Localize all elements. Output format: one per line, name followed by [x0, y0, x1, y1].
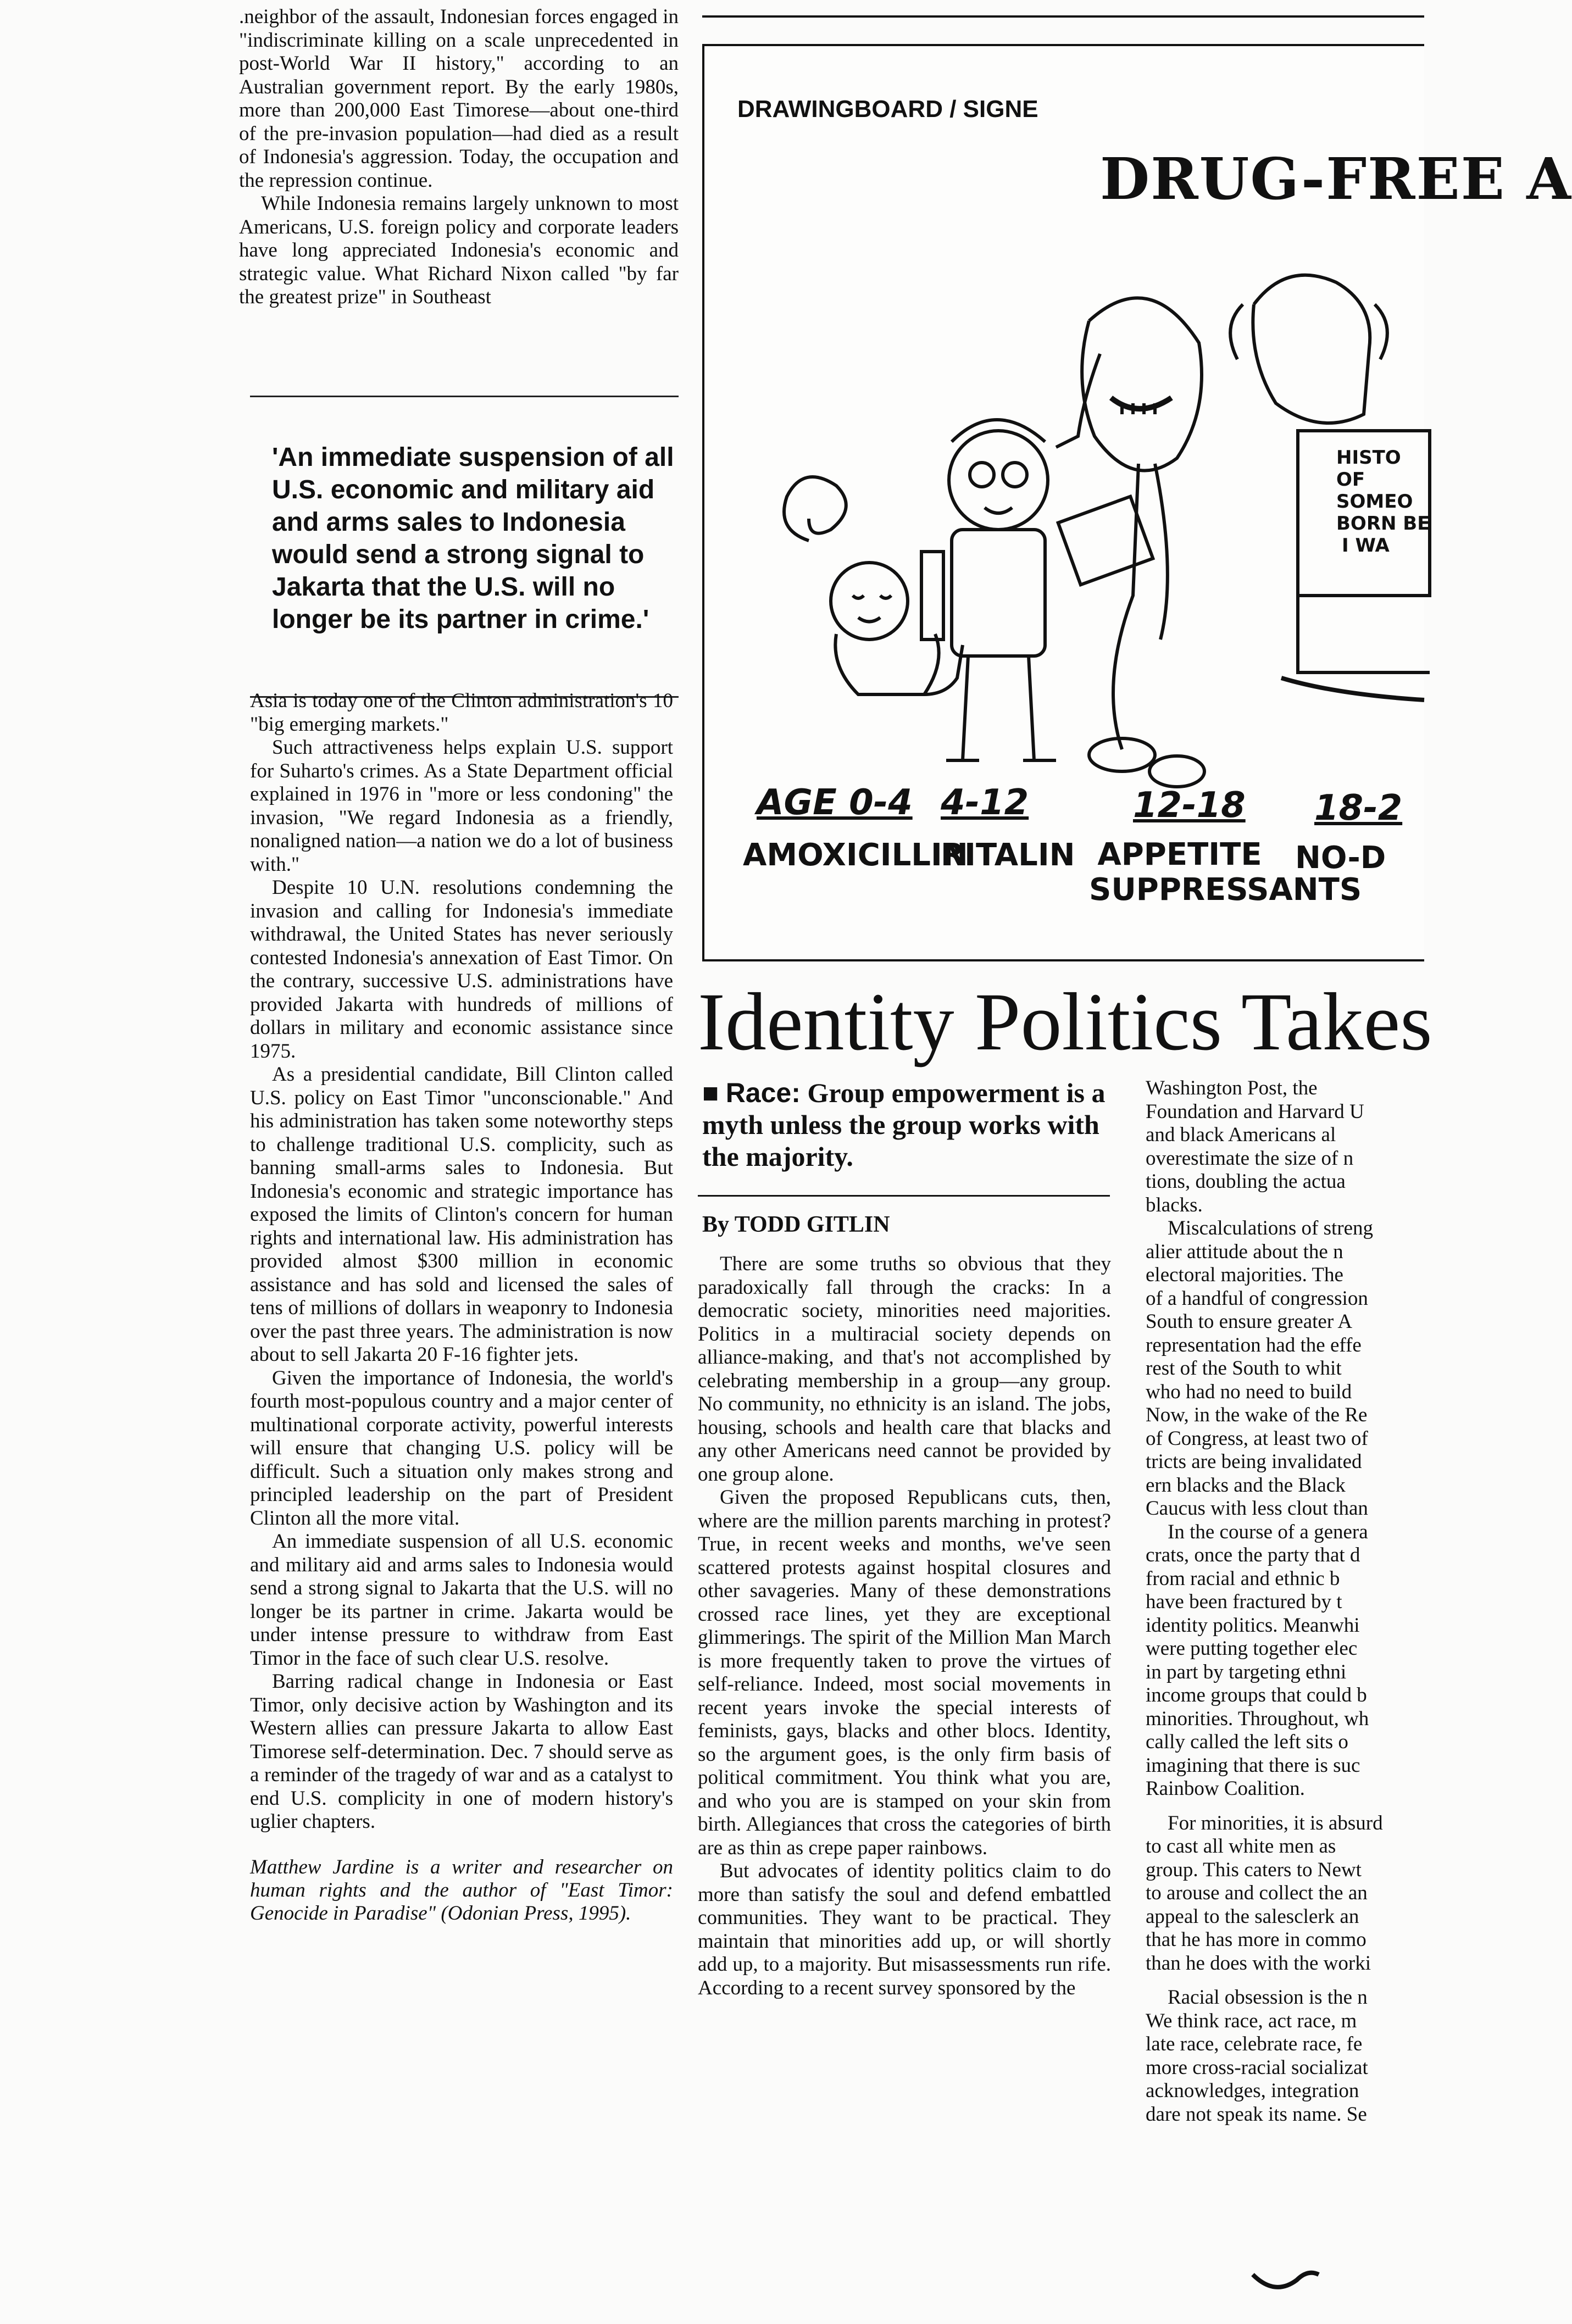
article-paragraph-2: Given the proposed Republicans cuts, then, where are the million parents marching in protest? True, in recent weeks and months, we've seen scattered protests against hospital closures and other savageries. Many of these demonstrations crossed race lines, yet they are exceptional glimmerings. The spirit of the Million Man March is more frequently taken to prove the virtues of self-reliance. Indeed, most social movements in recent years invoke the special interests of feminists, gays, blacks and other blocs. Identity, so the argument goes, is the only firm basis of political commitment. You think what you are, and who you are is stamped on your skin from birth. Allegiances that cross the categories of birth are as thin as crepe paper rainbows. — [698, 1486, 1111, 1859]
right-line: have been fractured by t — [1146, 1591, 1342, 1613]
right-line: to cast all white men as — [1146, 1835, 1336, 1858]
right-line: Caucus with less clout than — [1146, 1497, 1368, 1520]
right-line: Washington Post, the — [1146, 1077, 1318, 1099]
deck-bullet: ■ — [702, 1077, 726, 1108]
right-line: electoral majorities. The — [1146, 1264, 1343, 1286]
baby-figure — [784, 477, 963, 694]
right-line: rest of the South to whit — [1146, 1357, 1342, 1380]
right-line: late race, celebrate race, fe — [1146, 2033, 1363, 2055]
right-line: were putting together elec — [1146, 1637, 1358, 1660]
right-line: group. This caters to Newt — [1146, 1858, 1362, 1881]
right-line: alier attitude about the n — [1146, 1240, 1343, 1263]
left-paragraph-8: An immediate suspension of all U.S. economic and military aid and arms sales to Indonesia would send a strong signal to Jakarta that the U.S. will no longer be its partner in crime. Jakarta would be under intense pressure to withdraw from East Timor in the face of such clear U.S. resolve. — [250, 1530, 673, 1670]
left-paragraph-5: Despite 10 U.N. resolutions condemning the invasion and calling for Indonesia's immediate withdrawal, the United States has never seriously contested Indonesia's annexation of East Timor. On the contrary, successive U.S. administrations have provided Jakarta with hundreds of millions of dollars in military and economic assistance since 1975. — [250, 876, 673, 1063]
drug-label-appetite-suppressants: APPETITE SUPPRESSANTS — [1089, 837, 1362, 908]
left-paragraph-4: Such attractiveness helps explain U.S. support for Suharto's crimes. As a State Department official explained in 1976 in "more or less condoning" the invasion, "We regard Indonesia as a friendly, nonaligned nation—a nation we do a lot of business with." — [250, 736, 673, 876]
right-line: representation had the effe — [1146, 1333, 1362, 1356]
article-byline: By TODD GITLIN — [702, 1212, 890, 1237]
right-line: of a handful of congression — [1146, 1287, 1368, 1310]
right-line: income groups that could b — [1146, 1684, 1367, 1706]
right-line: imagining that there is suc — [1146, 1754, 1360, 1777]
age-label-4-12: 4-12 — [941, 782, 1029, 823]
teen-figure — [1056, 298, 1204, 787]
young-adult-figure — [1230, 275, 1430, 700]
right-line: tricts are being invalidated — [1146, 1450, 1362, 1473]
deck-text: Group empowerment is a myth unless the group works with the majority. — [702, 1077, 1106, 1172]
right-line: In the course of a genera — [1168, 1520, 1368, 1543]
article-deck — [702, 1077, 1109, 1172]
svg-text:OF: OF — [1336, 469, 1365, 491]
article-headline: Identity Politics Takes — [698, 976, 1432, 1068]
pull-quote — [250, 396, 679, 698]
right-line: appeal to the salesclerk an — [1146, 1905, 1359, 1928]
left-paragraph-3: Asia is today one of the Clinton administration's 10 "big emerging markets." — [250, 690, 673, 736]
right-line: in part by targeting ethni — [1146, 1660, 1347, 1683]
author-note: Matthew Jardine is a writer and researcher on human rights and the author of "East Timor: Genocide in Paradise" (Odonian Press, 1995). — [250, 1855, 673, 1925]
left-paragraph-6: As a presidential candidate, Bill Clinton called U.S. policy on East Timor "unconscionable." And his administration has taken some noteworthy steps to challenge traditional U.S. complicity, such as banning small-arms sales to Indonesia. But Indonesia's economic and strategic importance has exposed the limits of Clinton's concern for human rights and international law. His administration has provided almost $300 million in economic assistance and has sold and licensed the sales of tens of millions of dollars in weaponry to Indonesia over the past three years. The administration is now about to sell Jakarta 20 F-16 fighter jets. — [250, 1063, 673, 1366]
right-line: and black Americans al — [1146, 1124, 1336, 1146]
right-line: South to ensure greater A — [1146, 1310, 1353, 1333]
right-line: that he has more in commo — [1146, 1928, 1367, 1951]
left-article-continuation — [250, 690, 673, 1925]
right-line: Racial obsession is the n — [1168, 1986, 1368, 2009]
right-line: For minorities, it is absurd — [1168, 1811, 1383, 1834]
left-paragraph-2: While Indonesia remains largely unknown to most Americans, U.S. foreign policy and corporate leaders have long appreciated Indonesia's economic and strategic value. What Richard Nixon called "by far the greatest prize" in Southeast — [239, 192, 679, 308]
right-line: than he does with the worki — [1146, 1952, 1371, 1975]
age-label-0-4: AGE 0-4 — [757, 782, 913, 823]
right-line: Rainbow Coalition. — [1146, 1777, 1305, 1800]
deck-divider — [698, 1195, 1110, 1197]
age-label-12-18: 12-18 — [1133, 785, 1246, 826]
right-line: overestimate the size of n — [1146, 1147, 1354, 1170]
ink-scribble-mark — [1247, 2258, 1324, 2302]
right-line: crats, once the party that d — [1146, 1544, 1360, 1566]
right-line: We think race, act race, m — [1146, 2009, 1357, 2032]
age-label-18: 18-2 — [1314, 788, 1403, 829]
left-paragraph-7: Given the importance of Indonesia, the world's fourth most-populous country and a major center of multinational corporate activity, powerful interests will ensure that changing U.S. policy will be difficult. Such a situation only makes strong and principled leadership on the part of President Clinton all the more vital. — [250, 1366, 673, 1530]
right-line: Now, in the wake of the Re — [1146, 1404, 1368, 1426]
right-line: blacks. — [1146, 1193, 1203, 1216]
left-paragraph-9: Barring radical change in Indonesia or East Timor, only decisive action by Washington and its Western allies can pressure Jakarta to allow East Timorese self-determination. Dec. 7 should serve as a reminder of the tragedy of war and as a catalyst to end U.S. complicity in one of modern history's uglier chapters. — [250, 1670, 673, 1833]
svg-text:HISTO: HISTO — [1336, 447, 1401, 469]
left-article-column — [239, 5, 679, 309]
right-line: cally called the left sits o — [1146, 1731, 1348, 1753]
right-line: minorities. Throughout, wh — [1146, 1707, 1369, 1730]
right-line: from racial and ethnic b — [1146, 1567, 1340, 1590]
left-paragraph-1: .neighbor of the assault, Indonesian forces engaged in "indiscriminate killing on a scale unprecedented in post-World War II history," according to an Australian government report. By the early 1980s, more than 200,000 East Timorese—about one-third of the pre-invasion population—had died as a result of Indonesia's aggression. Today, the occupation and the repression continue. — [239, 5, 679, 192]
svg-text:BORN BE: BORN BE — [1336, 513, 1430, 535]
top-rule-divider — [702, 15, 1424, 18]
right-line: to arouse and collect the an — [1146, 1882, 1368, 1904]
svg-text:I WA: I WA — [1342, 535, 1390, 557]
right-line: identity politics. Meanwhi — [1146, 1614, 1360, 1637]
cartoon-section-label: DRAWINGBOARD / SIGNE — [737, 96, 1038, 123]
right-line: more cross-racial socializat — [1146, 2056, 1368, 2079]
svg-text:SOMEO: SOMEO — [1336, 491, 1413, 513]
article-paragraph-3: But advocates of identity politics claim to do more than satisfy the soul and defend embattled communities. They want to be practical. They maintain that minorities add up, or will shortly add up, to a majority. But misassessments run rife. According to a recent survey sponsored by the — [698, 1860, 1111, 1999]
right-line: acknowledges, integration — [1146, 2080, 1359, 2102]
drug-label-amoxicillin: AMOXICILLIN — [743, 837, 968, 873]
article-right-column — [1146, 1077, 1424, 2126]
editorial-cartoon — [702, 44, 1572, 961]
deck-kicker: Race: — [725, 1077, 801, 1108]
right-line: tions, doubling the actua — [1146, 1170, 1346, 1193]
right-line: Foundation and Harvard U — [1146, 1100, 1364, 1123]
pull-quote-text: 'An immediate suspension of all U.S. economic and military aid and arms sales to Indonesia would send a strong signal to Jakarta that the U.S. will no longer be its partner in crime.' — [272, 443, 674, 634]
cartoon-title: DRUG-FREE A — [1100, 145, 1572, 213]
right-line: who had no need to build — [1146, 1380, 1352, 1403]
drug-label-ritalin: RITALIN — [941, 837, 1075, 873]
article-paragraph-1: There are some truths so obvious that they paradoxically fall through the cracks: In a democratic society, minorities need majorities. Politics in a multiracial society depends on alliance-making, and that's not accomplished by celebrating membership in a group—any group. No community, no ethnicity is an island. The jobs, housing, schools and health care that blacks and any other Americans need cannot be provided by one group alone. — [698, 1253, 1111, 1486]
right-line: ern blacks and the Black — [1146, 1474, 1346, 1497]
right-line: dare not speak its name. Se — [1146, 2103, 1367, 2126]
child-figure — [921, 420, 1056, 760]
book-cover-text — [1336, 447, 1430, 557]
right-line: Miscalculations of streng — [1168, 1217, 1374, 1239]
drug-label-no-d: NO-D — [1295, 840, 1386, 876]
right-line: of Congress, at least two of — [1146, 1427, 1368, 1450]
article-middle-column — [698, 1253, 1111, 2000]
